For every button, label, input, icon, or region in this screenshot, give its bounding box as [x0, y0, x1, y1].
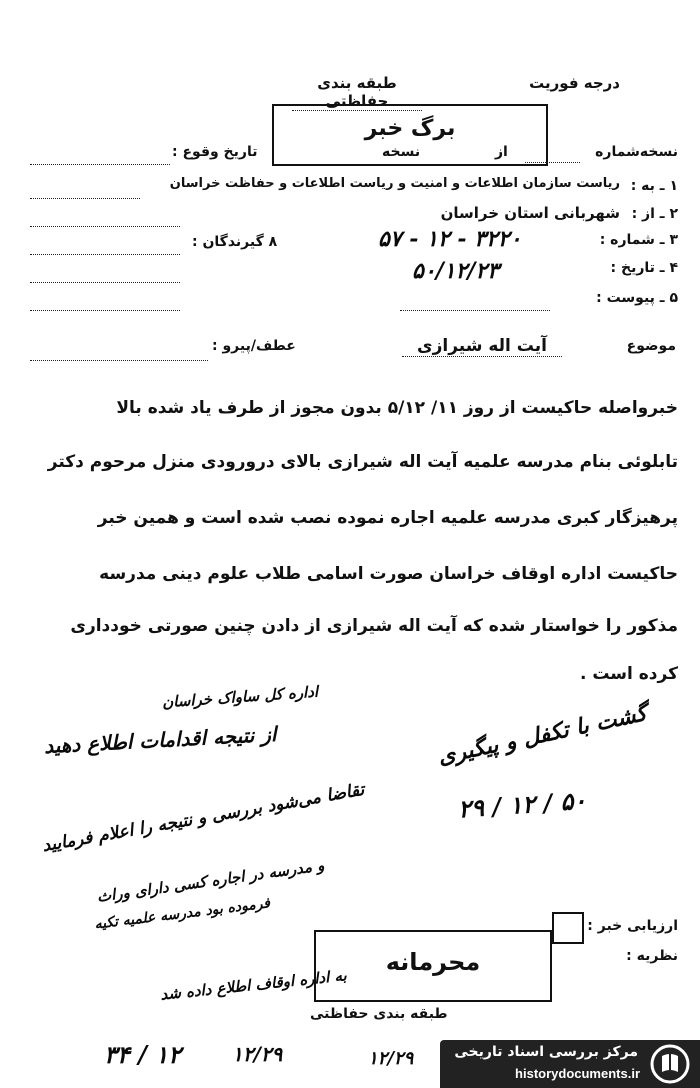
from-value: شهربانی استان خراسان	[440, 204, 620, 222]
handwritten-note-2: از نتیجه اقدامات اطلاع دهید	[43, 721, 277, 759]
evaluation-box	[552, 912, 584, 944]
number-value: ۵۷ - ۱۲ - ۳۲۲۰	[378, 226, 522, 252]
copy-number-mid: از	[495, 144, 508, 160]
watermark-site-name: مرکز بررسی اسناد تاریخی	[454, 1044, 638, 1060]
handwritten-note-1: اداره کل ساواک خراسان	[161, 682, 319, 712]
confidential-stamp	[314, 930, 552, 1002]
handwritten-note-3: گشت با تکفل و پیگیری	[435, 700, 650, 770]
body-line-3: پرهیزگار کبری مدرسه علمیه اجاره نموده نصب شده است و همین خبر	[97, 508, 678, 528]
body-line-4: حاکیست اداره اوقاف خراسان صورت اسامی طلاب علوم دینی مدرسه	[99, 564, 678, 584]
date-dots-left	[30, 270, 180, 283]
occurrence-date-label: تاریخ وقوع :	[172, 144, 258, 160]
handwritten-date-4: ۱۲/۲۹	[368, 1048, 414, 1069]
footer-classification-label: طبقه بندی حفاظتی	[310, 1006, 448, 1022]
news-sheet-stamp-text: برگ خبر	[364, 116, 456, 141]
confidential-stamp-text: محرمانه	[385, 948, 481, 976]
recipients-dots	[30, 242, 180, 255]
copy-number-label: نسخه‌شماره	[595, 144, 678, 160]
body-line-2: تابلوئی بنام مدرسه علمیه آیت اله شیرازی بالای درورودی منزل مرحوم دکتر	[47, 452, 678, 472]
handwritten-note-7: به اداره اوقاف اطلاع داده شد	[159, 966, 348, 1004]
watermark	[440, 1040, 700, 1088]
to-value: ریاست سازمان اطلاعات و امنیت و ریاست اطلاعات و حفاظت خراسان	[169, 176, 620, 191]
reference-label: عطف/پیرو :	[212, 338, 296, 354]
date-label: ۴ ـ تاریخ :	[610, 260, 678, 276]
subject-value: آیت اله شیرازی	[402, 336, 562, 357]
info-classification-dots	[30, 186, 140, 199]
attachment-dots	[400, 298, 550, 311]
handwritten-note-5: و مدرسه در اجاره کسی دارای وراث	[95, 856, 326, 906]
evaluation-label: ارزیابی خبر :	[587, 918, 678, 934]
handwritten-date-3: ۱۲/۲۹	[232, 1042, 283, 1066]
subject-label: موضوع	[626, 338, 676, 354]
copy-number-mid2: نسخه	[382, 144, 421, 160]
recipients-label: ۸ گیرندگان :	[192, 234, 278, 250]
body-line-6: کرده است .	[579, 664, 678, 684]
handwritten-note-6: فرموده بود مدرسه علمیه تکیه	[93, 895, 271, 933]
reference-dots	[30, 348, 208, 361]
attachment-label: ۵ ـ پیوست :	[596, 290, 678, 306]
number-label: ۳ ـ شماره :	[599, 232, 678, 248]
handwritten-date-2: ۳۴ / ۱۲	[104, 1040, 182, 1069]
occurrence-date-dots	[30, 152, 170, 165]
copy-number-dots	[525, 150, 580, 163]
to-label: ۱ ـ به :	[630, 178, 678, 194]
from-dots	[30, 214, 180, 227]
opinion-label: نظریه :	[626, 948, 678, 964]
attachment-dots-left	[30, 298, 180, 311]
handwritten-date-1: ۲۹ / ۱۲ / ۵۰	[457, 785, 588, 824]
from-label: ۲ ـ از :	[631, 206, 678, 222]
classification-label: طبقه بندی حفاظتی	[292, 74, 422, 111]
body-line-1: خبرواصله حاکیست از روز ۱۱/ ۵/۱۲ بدون مجوز از طرف یاد شده بالا	[116, 398, 678, 418]
handwritten-note-4: تقاضا می‌شود بررسی و نتیجه را اعلام فرمایید	[40, 779, 366, 857]
body-line-5: مذکور را خواستار شده که آیت اله شیرازی از دادن چنین صورتی خودداری	[70, 616, 678, 636]
watermark-url: historydocuments.ir	[515, 1066, 640, 1081]
watermark-logo-icon	[650, 1044, 690, 1084]
urgency-label: درجه فوریت	[529, 74, 620, 92]
date-value: ۵۰/۱۲/۲۳	[412, 258, 499, 284]
